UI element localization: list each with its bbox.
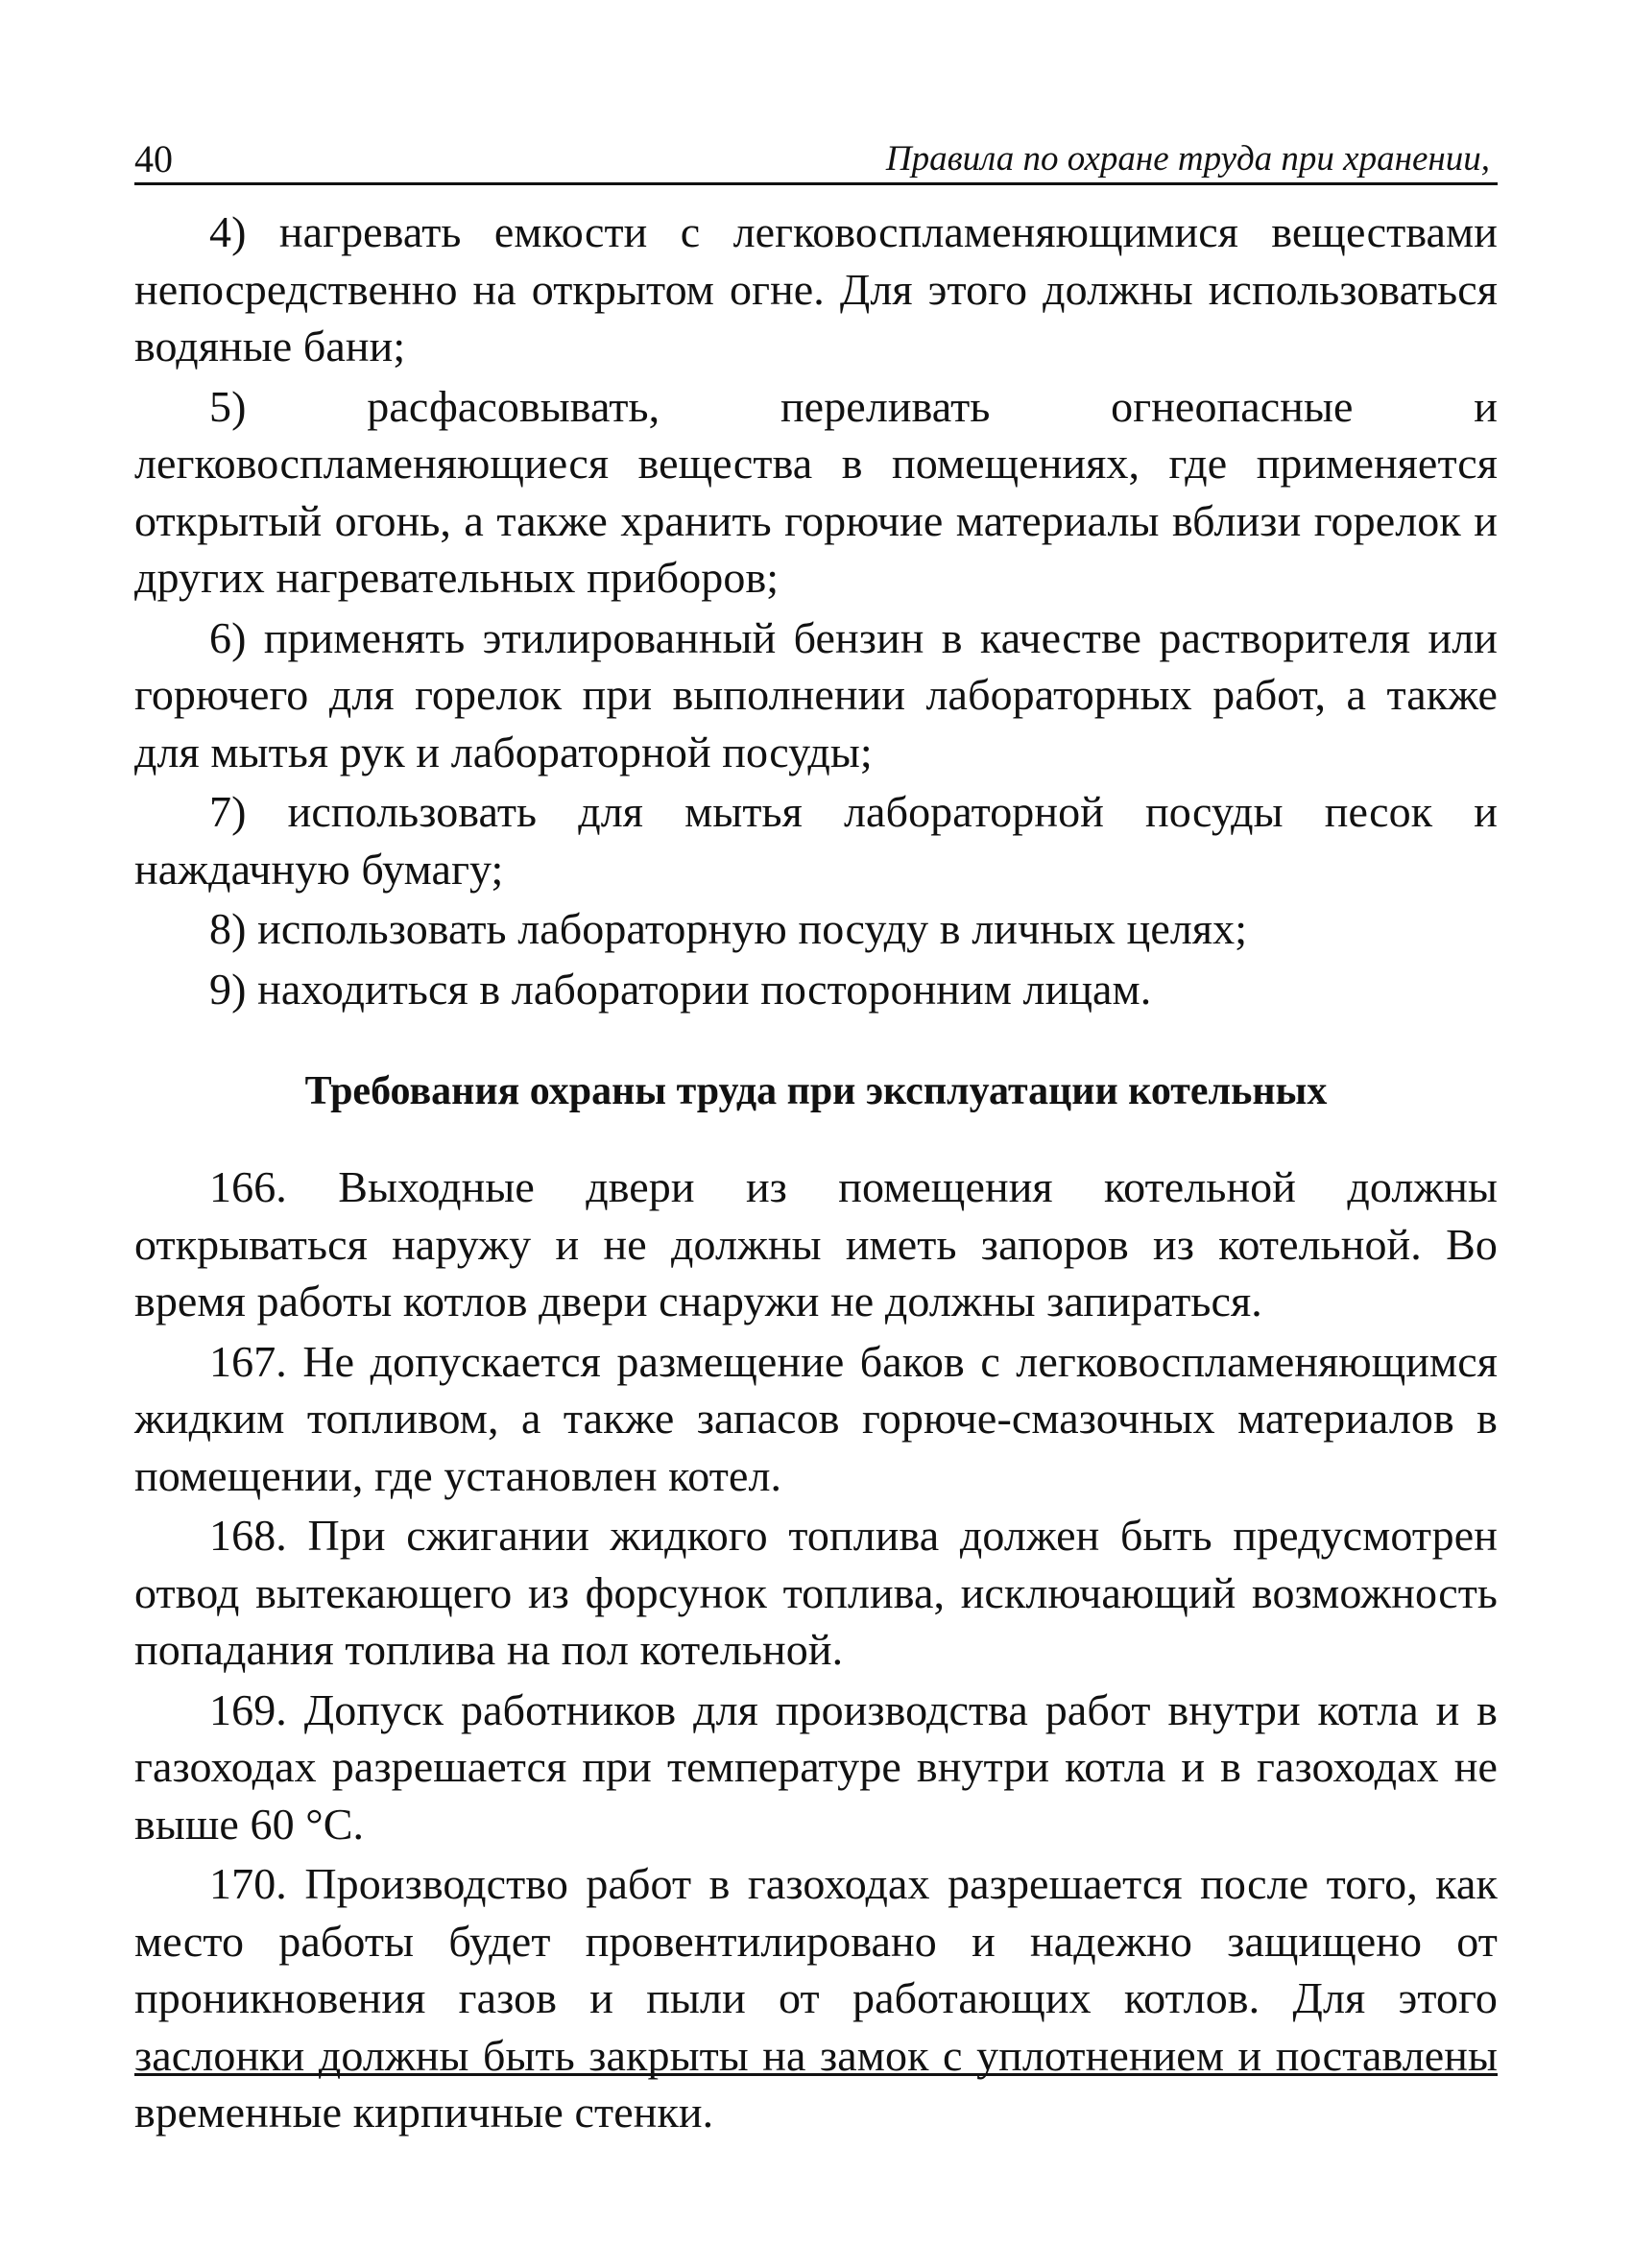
paragraph-169: 169. Допуск работников для производства работ внутри котла и в газоходах разрешается при температуре внутри котла и в газоходах не выше 60 °С. xyxy=(134,1684,1498,1849)
page-header xyxy=(134,132,1498,185)
list-item-9: 9) находиться в лаборатории посторонним лицам. xyxy=(209,964,1152,1014)
paragraph-167: 167. Не допускается размещение баков с легковоспламеняющимся жидким топливом, а также запасов горюче-смазочных материалов в помещении, где установлен котел. xyxy=(134,1336,1498,1500)
list-item-5: 5) расфасовывать, переливать огнеопасные и легковоспламеняющиеся вещества в помещениях, где применяется открытый огонь, а также хранить горючие материалы вблизи горелок и других нагревательных приборов; xyxy=(134,381,1498,602)
paragraph-170: 170. Производство работ в газоходах разрешается после того, как место работы будет провентилировано и надежно защищено от проникновения газов и пыли от работающих котлов. Для этого заслонки должны быть закрыты на замок с уплотнением и поставлены временные кирпичные стенки. xyxy=(134,1859,1498,2137)
list-item-8: 8) использовать лабораторную посуду в личных целях; xyxy=(209,904,1248,953)
paragraph-166: 166. Выходные двери из помещения котельной должны открываться наружу и не должны иметь запоров из котельной. Во время работы котлов двери снаружи не должны запираться. xyxy=(134,1162,1498,1325)
page-number: 40 xyxy=(134,137,173,180)
list-item-4: 4) нагревать емкости с легковоспламеняющимися веществами непосредственно на открытом огне. Для этого должны использоваться водяные бани; xyxy=(134,207,1498,370)
list-item-7: 7) использовать для мытья лабораторной посуды песок и наждачную бумагу; xyxy=(134,787,1498,894)
paragraph-168: 168. При сжигании жидкого топлива должен быть предусмотрен отвод вытекающего из форсунок топлива, исключающий возможность попадания топлива на пол котельной. xyxy=(134,1511,1498,1674)
list-item-6: 6) применять этилированный бензин в качестве растворителя или горючего для горелок при выполнении лабораторных работ, а также для мытья рук и лабораторной посуды; xyxy=(134,612,1498,776)
footer-rule xyxy=(134,2073,1498,2076)
section-title: Требования охраны труда при эксплуатации котельных xyxy=(304,1069,1328,1113)
running-title: Правила по охране труда при хранении, xyxy=(885,139,1490,179)
page-body xyxy=(134,203,1498,2141)
